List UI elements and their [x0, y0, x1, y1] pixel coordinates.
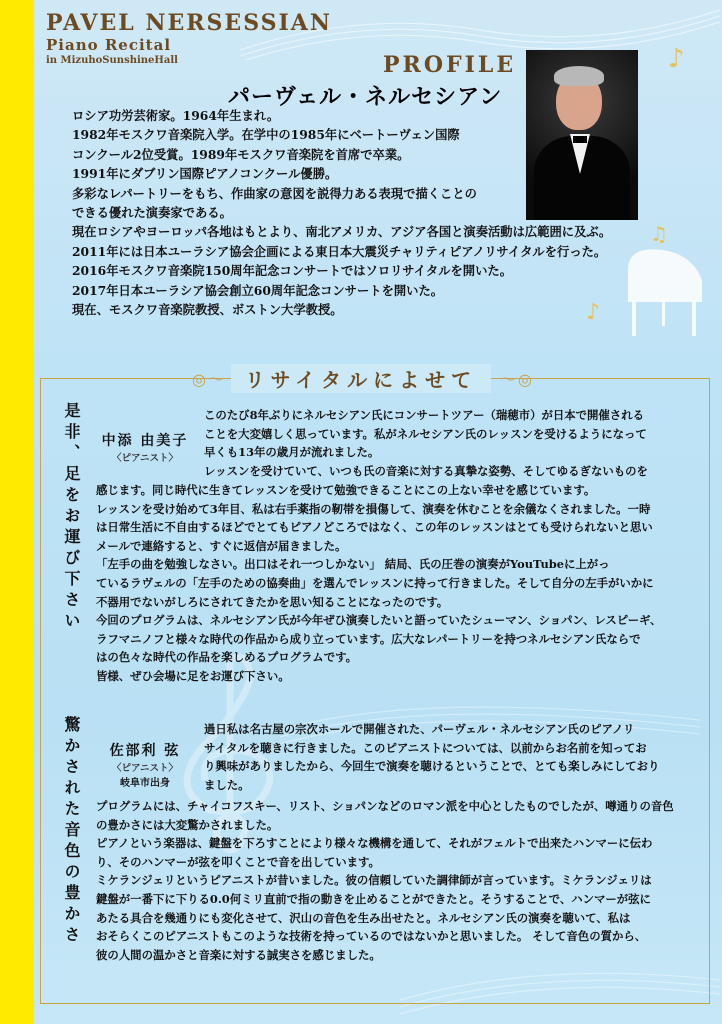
venue-text: in MizuhoSunshineHall [46, 55, 178, 66]
essay-line: メールで連絡すると、すぐに返信が届きました。 [96, 538, 347, 553]
essay-line: 早くも13年の歳月が流れました。 [204, 445, 380, 460]
essay-line: ミケランジェリというピアニストが昔いました。彼の信頼していた調律師が言っています。ミケランジェリは [96, 873, 652, 888]
essay1-author [100, 430, 190, 464]
essay2-body [96, 797, 686, 964]
essay1-body [96, 481, 686, 686]
essay-line: ました。 [204, 777, 250, 792]
essay-line: ピアノという楽器は、鍵盤を下ろすことにより様々な機構を通して、それがフェルトで出来たハンマーに伝わ [96, 836, 653, 851]
profile-line: 2011年には日本ユーラシア協会企画による東日本大震災チャリティピアノリサイタルを行った。 [72, 243, 607, 259]
essay-line: サイタルを聴きに行きました。このピアニストについては、以前からお名前を知ってお [204, 740, 647, 755]
profile-line: ロシア功労芸術家。1964年生まれ。 [72, 108, 280, 123]
profile-line: コンクール2位受賞。1989年モスクワ音楽院を首席で卒業。 [72, 146, 410, 162]
essay-line: り、そのハンマーが弦を叩くことで音を出しています。 [96, 854, 380, 869]
essay-line: 皆様、ぜひ会場に足をお運び下さい。 [96, 668, 290, 683]
essay-line: おそらくこのピアニストもこのような技術を持っているのではないかと思いました。 そして音色の質から、 [96, 929, 647, 944]
essay-line: 鍵盤が一番下に下りる0.0何ミリ直前で指の動きを止めることができたと。そうすることで、ハンマーが弦に [96, 891, 651, 906]
profile-line: 2017年日本ユーラシア協会創立60周年記念コンサートを開いた。 [72, 282, 444, 298]
essay-line: レッスンを受けていて、いつも氏の音楽に対する真摯な姿勢、そしてゆるぎないものを [204, 463, 648, 478]
recital-title-wrap [0, 364, 722, 393]
performer-name-jp: パーヴェル・ネルセシアン [228, 84, 503, 110]
piano-icon [622, 240, 708, 340]
essay-line: 彼の人間の温かさと音楽に対する誠実さを感じました。 [96, 947, 381, 962]
profile-line: 現在ロシアやヨーロッパ各地はもとより、南北アメリカ、アジア各国と演奏活動は広範囲に及ぶ。 [72, 224, 612, 240]
profile-line: できる優れた演奏家である。 [72, 205, 232, 221]
essay2-heading: 驚かされた音色の豊かさ [62, 716, 81, 947]
essay-line: あたる具合を幾通りにも変化させて、沢山の音色を生み出せたと。ネルセシアン氏の演奏を聴いて、私は [96, 910, 631, 925]
profile-line: 多彩なレパートリーをもち、作曲家の意図を説得力ある表現で描くことの [72, 185, 477, 201]
essay-line: り興味がありましたから、今回生で演奏を聴けるということで、とても楽しみにしており [204, 759, 660, 774]
recital-title-en: Piano Recital [46, 36, 172, 54]
music-note-icon: ♪ [668, 44, 685, 74]
essay-line: の豊かさには大変驚かされました。 [96, 817, 279, 832]
essay-line: プログラムには、チャイコフスキー、リスト、ショパンなどのロマン派を中心としたものでしたが、噂通りの音色 [96, 799, 674, 813]
essay-line: ことを大変嬉しく思っています。私がネルセシアン氏のレッスンを受けるようになって [204, 426, 647, 441]
essay2-author-name: 佐部利 弦 [109, 743, 181, 759]
essay2-author-role: 〈ピアニスト〉 [111, 763, 179, 774]
yellow-side-bar [0, 0, 34, 1024]
profile-line: 1982年モスクワ音楽院入学。在学中の1985年にベートーヴェン国際 [72, 127, 460, 143]
profile-line: 1991年にダブリン国際ピアノコンクール優勝。 [72, 166, 338, 182]
music-note-icon: ♫ [650, 222, 668, 246]
title-ornament-right: 〜◎ [500, 370, 534, 389]
essay-line: は日常生活に不自由するほどでとてもピアノどころではなく、この年のレッスンはとても受けられないと思い [96, 520, 653, 535]
profile-text [72, 106, 632, 319]
title-ornament-left: ◎〜 [192, 370, 226, 389]
profile-line: 現在、モスクワ音楽院教授、ボストン大学教授。 [72, 302, 343, 318]
essay2-author-place: 岐阜市出身 [120, 778, 170, 789]
essay-line: ているラヴェルの「左手のための協奏曲」を選んでレッスンに持って行きました。そして自分の左手がいかに [96, 575, 654, 590]
header-title-block [46, 12, 332, 66]
essay-line: このたび8年ぶりにネルセシアン氏にコンサートツアー（瑞穂市）が日本で開催される [204, 408, 644, 422]
essay-line: 今回のプログラムは、ネルセシアン氏が今年ぜひ演奏したいと語っていたシューマン、ショパン、レスピーギ、 [96, 613, 662, 628]
essay2-author [100, 740, 190, 789]
profile-heading: PROFILE [383, 52, 517, 78]
music-note-icon: ♪ [586, 300, 601, 325]
essay-line: はの色々な時代の作品を楽しめるプログラムです。 [96, 650, 357, 665]
essay-line: 過日私は名古屋の宗次ホールで開催された、パーヴェル・ネルセシアン氏のピアノリ [204, 722, 635, 736]
essay-line: ラフマニノフと様々な時代の作品から成り立っています。広大なレパートリーを持つネルセシアン氏ならで [96, 631, 641, 646]
essay-line: 不器用でないがしろにされてきたかを思い知ることになったのです。 [96, 594, 449, 609]
essay-line: 「左手の曲を勉強しなさい。出口はそれ一つしかない」 結局、氏の圧巻の演奏がYouTubeに上がっ [96, 557, 610, 572]
profile-line: 2016年モスクワ音楽院150周年記念コンサートではソロリサイタルを開いた。 [72, 263, 512, 279]
performer-name-en: PAVEL NERSESSIAN [46, 10, 332, 36]
essay1-author-name: 中添 由美子 [101, 433, 189, 449]
essay1-heading: 是非、足をお運び下さい [62, 402, 81, 633]
essay-line: 感じます。同じ時代に生きてレッスンを受けて勉強できることにこの上ない幸せを感じています。 [96, 483, 596, 497]
essay-line: レッスンを受け始めて3年目、私は右手薬指の靭帯を損傷して、演奏を休むことを余儀なくされました。一時 [96, 501, 651, 516]
recital-section-title: リサイタルによせて [231, 364, 491, 393]
essay1-author-role: 〈ピアニスト〉 [111, 453, 179, 464]
essay1-intro [204, 406, 674, 480]
essay2-intro [204, 720, 674, 794]
